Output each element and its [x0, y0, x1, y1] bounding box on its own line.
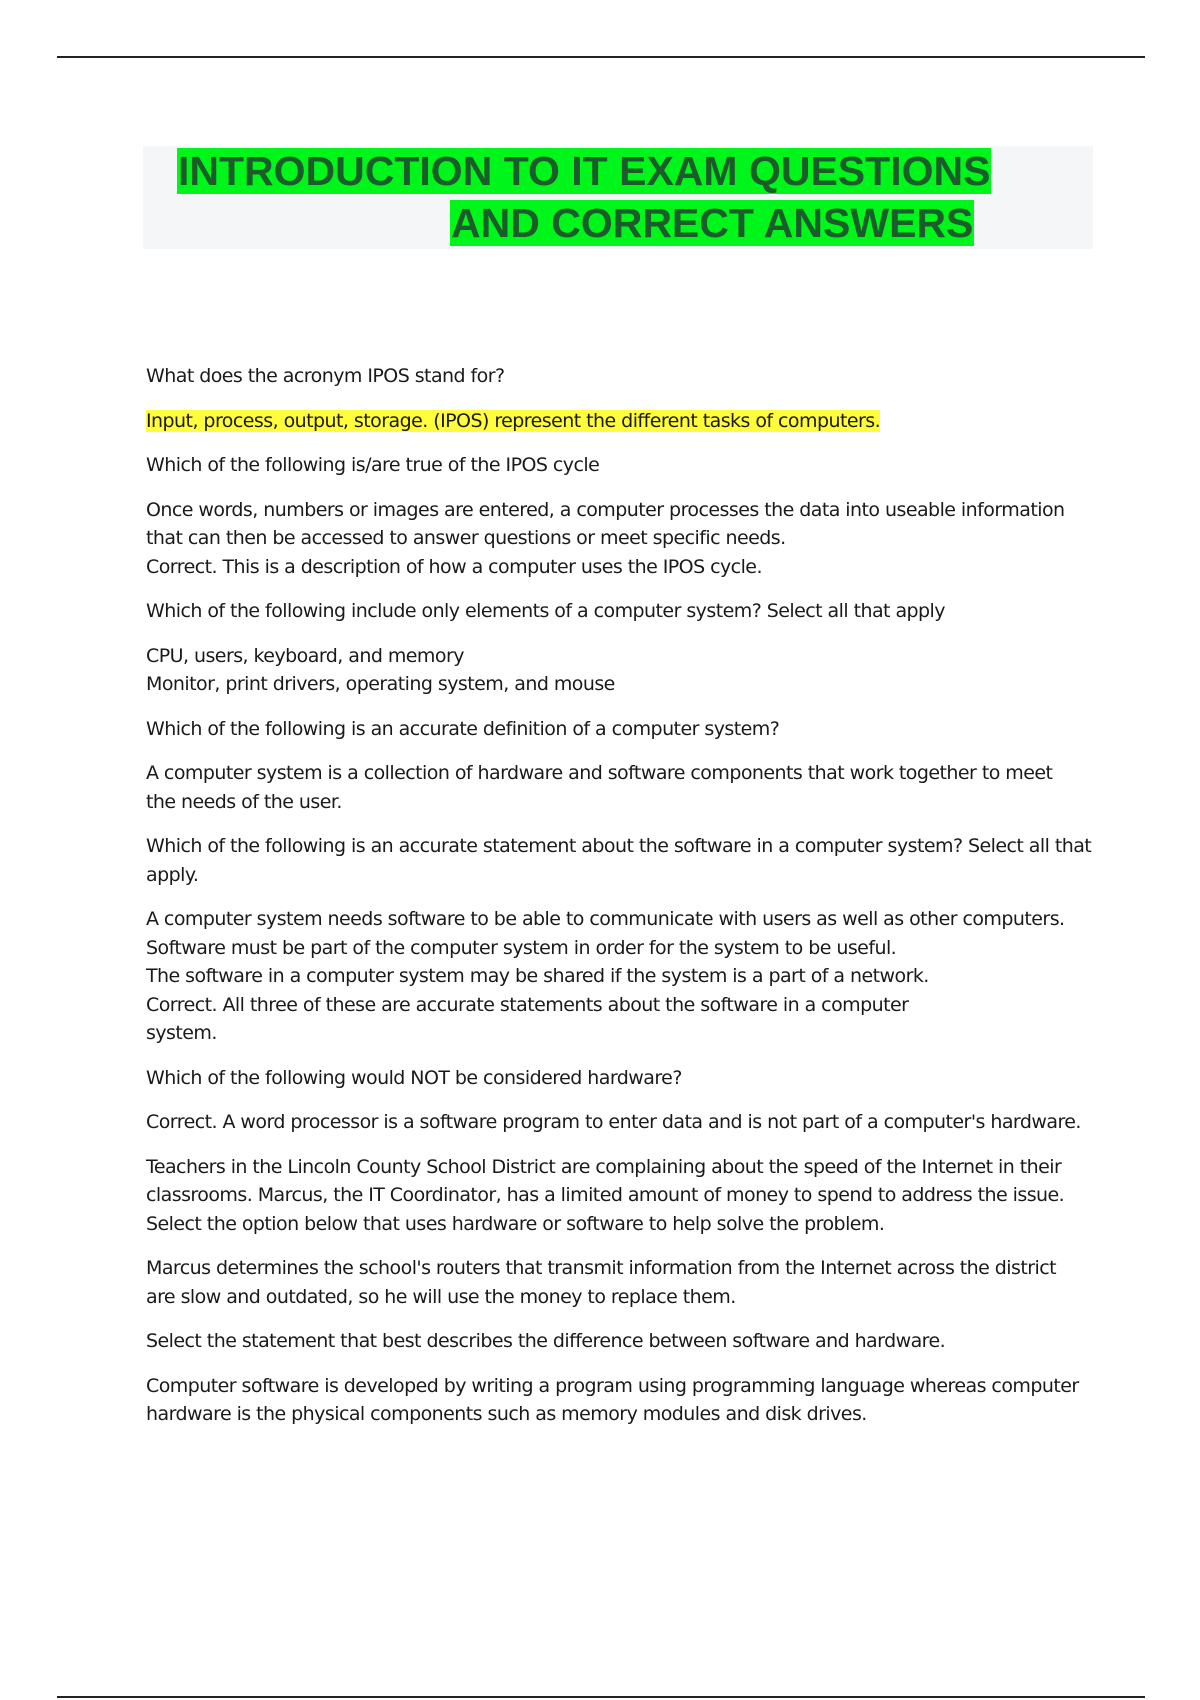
highlighted-answer: Input, process, output, storage. (IPOS) represent the different tasks of computers. [146, 409, 881, 432]
document-title-line-2: AND CORRECT ANSWERS [451, 200, 974, 246]
answer-line: that can then be accessed to answer questions or meet specific needs. [146, 527, 786, 549]
answer-text [146, 1108, 1096, 1137]
question-text [146, 597, 1096, 626]
answer-line: Marcus determines the school's routers that transmit information from the Internet across the district [146, 1257, 1057, 1279]
question-text [146, 1153, 1096, 1239]
question-line: apply. [146, 863, 199, 886]
question-text [146, 832, 1096, 889]
answer-line: hardware is the physical components such as memory modules and disk drives. [146, 1403, 867, 1425]
answer-text [146, 642, 1096, 699]
bottom-rule [57, 1696, 1145, 1698]
question-line: Select the option below that uses hardware or software to help solve the problem. [146, 1212, 885, 1235]
question-line: Which of the following is an accurate statement about the software in a computer system? Select all that [146, 835, 1092, 857]
question-text [146, 715, 1096, 744]
answer-line: Computer software is developed by writing a program using programming language whereas computer [146, 1374, 1079, 1397]
answer-text [146, 407, 1096, 436]
document-title-line-1: INTRODUCTION TO IT EXAM QUESTIONS [178, 148, 991, 194]
answer-line: the needs of the user. [146, 790, 342, 813]
question-line: Which of the following would NOT be considered hardware? [146, 1066, 682, 1089]
answer-text [146, 496, 1096, 582]
question-line: classrooms. Marcus, the IT Coordinator, has a limited amount of money to spend to address the issue. [146, 1184, 1065, 1206]
answer-line: Correct. All three of these are accurate statements about the software in a computer [146, 993, 909, 1016]
answer-line: Correct. A word processor is a software program to enter data and is not part of a computer's hardware. [146, 1111, 1081, 1133]
question-text [146, 1064, 1096, 1093]
question-line: Teachers in the Lincoln County School District are complaining about the speed of the Internet in their [146, 1155, 1062, 1178]
answer-line: A computer system needs software to be able to communicate with users as well as other computers. [146, 908, 1065, 930]
answer-line: system. [146, 1022, 217, 1044]
answer-line: Once words, numbers or images are entered, a computer processes the data into useable information [146, 498, 1065, 521]
question-line: Select the statement that best describes the difference between software and hardware. [146, 1330, 946, 1352]
answer-line: Monitor, print drivers, operating system, and mouse [146, 673, 615, 695]
answer-line [146, 407, 1096, 436]
answer-line: CPU, users, keyboard, and memory [146, 644, 464, 667]
top-rule [57, 56, 1145, 58]
answer-text [146, 905, 1096, 1048]
question-text [146, 451, 1096, 480]
question-line: Which of the following is an accurate definition of a computer system? [146, 717, 780, 740]
answer-line: Correct. This is a description of how a computer uses the IPOS cycle. [146, 555, 762, 578]
answer-text [146, 1254, 1096, 1311]
question-line: Which of the following include only elements of a computer system? Select all that apply [146, 600, 945, 622]
answer-line: A computer system is a collection of hardware and software components that work together to meet [146, 762, 1053, 784]
answer-line: are slow and outdated, so he will use the money to replace them. [146, 1285, 736, 1308]
answer-text [146, 1372, 1096, 1429]
answer-line: Software must be part of the computer system in order for the system to be useful. [146, 936, 897, 959]
question-text [146, 1327, 1096, 1356]
answer-line: The software in a computer system may be shared if the system is a part of a network. [146, 965, 929, 987]
question-text [146, 362, 1096, 391]
question-answer-list [146, 362, 1096, 1445]
answer-text [146, 759, 1096, 816]
question-line: Which of the following is/are true of the IPOS cycle [146, 454, 600, 476]
question-line: What does the acronym IPOS stand for? [146, 365, 505, 387]
